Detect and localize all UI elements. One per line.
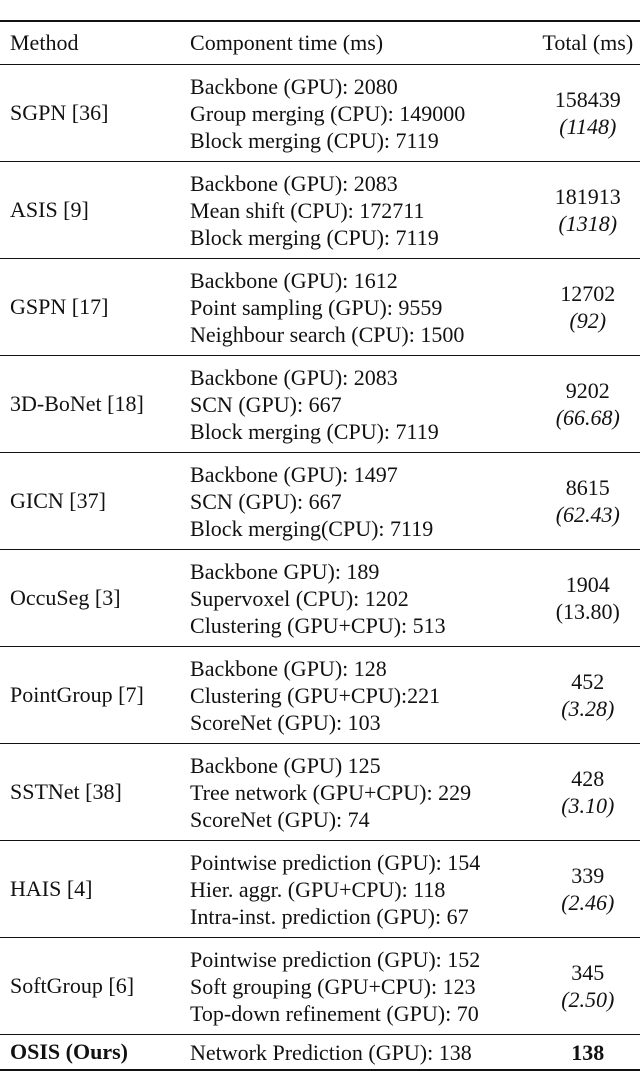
total-time: [536, 356, 640, 453]
timing-comparison-table: [0, 20, 640, 1071]
component-line: Intra-inst. prediction (GPU): 67: [190, 903, 469, 929]
component-times: [178, 938, 536, 1035]
table-row: [0, 647, 640, 744]
relative-factor: (92): [569, 308, 607, 333]
component-line: ScoreNet (GPU): 103: [190, 709, 381, 735]
method-name: OccuSeg [3]: [10, 585, 121, 610]
component-line: Soft grouping (GPU+CPU): 123: [190, 973, 476, 999]
relative-factor: (1148): [559, 114, 617, 139]
component-line: Clustering (GPU+CPU): 513: [190, 612, 446, 638]
relative-factor: (2.46): [561, 890, 615, 915]
component-line: Group merging (CPU): 149000: [190, 100, 466, 126]
table-row: [0, 550, 640, 647]
component-line: Backbone (GPU) 125: [190, 752, 381, 778]
component-line: Block merging (CPU): 7119: [190, 224, 439, 250]
component-times: [178, 65, 536, 162]
total-value: 8615: [565, 475, 610, 500]
component-line: Backbone (GPU): 2083: [190, 364, 398, 390]
component-line: Top-down refinement (GPU): 70: [190, 1000, 479, 1026]
component-line: Neighbour search (CPU): 1500: [190, 321, 465, 347]
method-name: 3D-BoNet [18]: [10, 391, 144, 416]
total-value: 1904: [565, 572, 610, 597]
method-name: GSPN [17]: [10, 294, 109, 319]
cropped-caption-edge: [0, 0, 640, 10]
component-times: [178, 841, 536, 938]
table-row: [0, 938, 640, 1035]
component-line: ScoreNet (GPU): 74: [190, 806, 370, 832]
total-value: 138: [571, 1039, 605, 1065]
component-times: [178, 744, 536, 841]
method-name: SSTNet [38]: [10, 779, 122, 804]
total-value: 428: [571, 766, 605, 791]
component-line: Backbone (GPU): 1497: [190, 461, 398, 487]
component-line: SCN (GPU): 667: [190, 391, 342, 417]
component-line: Mean shift (CPU): 172711: [190, 197, 425, 223]
method-name: OSIS (Ours): [10, 1039, 128, 1064]
method-name: SGPN [36]: [10, 100, 109, 125]
total-time: [536, 259, 640, 356]
component-line: Tree network (GPU+CPU): 229: [190, 779, 472, 805]
total-time: [536, 453, 640, 550]
header-total-time: Total (ms): [542, 30, 634, 55]
relative-factor: (2.50): [561, 987, 615, 1012]
total-time: [536, 1035, 640, 1071]
total-value: 9202: [565, 378, 610, 403]
component-times: [178, 550, 536, 647]
total-time: [536, 841, 640, 938]
component-line: Backbone (GPU): 128: [190, 655, 387, 681]
total-time: [536, 162, 640, 259]
component-times: [178, 259, 536, 356]
method-name: HAIS [4]: [10, 876, 93, 901]
component-line: Hier. aggr. (GPU+CPU): 118: [190, 876, 446, 902]
component-times: [178, 356, 536, 453]
component-line: Backbone GPU): 189: [190, 558, 380, 584]
relative-factor: (62.43): [555, 502, 620, 527]
component-line: Block merging (CPU): 7119: [190, 127, 439, 153]
component-line: SCN (GPU): 667: [190, 488, 342, 514]
table-row: [0, 841, 640, 938]
component-line: Pointwise prediction (GPU): 154: [190, 849, 481, 875]
component-line: Pointwise prediction (GPU): 152: [190, 946, 481, 972]
table-row: [0, 453, 640, 550]
method-name: ASIS [9]: [10, 197, 89, 222]
table-row: [0, 65, 640, 162]
total-time: [536, 647, 640, 744]
total-time: [536, 938, 640, 1035]
total-value: 158439: [554, 87, 621, 112]
relative-factor: (3.10): [561, 793, 615, 818]
total-time: [536, 65, 640, 162]
component-times: [178, 647, 536, 744]
component-line: Backbone (GPU): 1612: [190, 267, 398, 293]
total-time: [536, 550, 640, 647]
component-line: Point sampling (GPU): 9559: [190, 294, 443, 320]
relative-factor: (3.28): [561, 696, 615, 721]
table-row: [0, 744, 640, 841]
total-value: 345: [571, 960, 605, 985]
total-value: 452: [571, 669, 605, 694]
method-name: GICN [37]: [10, 488, 106, 513]
table-row: [0, 356, 640, 453]
relative-factor: (1318): [558, 211, 618, 236]
header-component-time: Component time (ms): [190, 30, 384, 55]
method-name: SoftGroup [6]: [10, 973, 135, 998]
component-line: Clustering (GPU+CPU):221: [190, 682, 441, 708]
component-line: Backbone (GPU): 2080: [190, 73, 398, 99]
component-times: [178, 162, 536, 259]
table-row: [0, 162, 640, 259]
component-line: Backbone (GPU): 2083: [190, 170, 398, 196]
component-line: Block merging(CPU): 7119: [190, 515, 434, 541]
total-time: [536, 744, 640, 841]
component-times: [178, 1035, 536, 1071]
component-times: [178, 453, 536, 550]
table-header-row: [0, 21, 640, 65]
relative-factor: (13.80): [555, 599, 620, 624]
total-value: 339: [571, 863, 605, 888]
total-value: 181913: [554, 184, 621, 209]
component-line: Network Prediction (GPU): 138: [190, 1039, 472, 1065]
table-row: [0, 259, 640, 356]
component-line: Supervoxel (CPU): 1202: [190, 585, 409, 611]
component-line: Block merging (CPU): 7119: [190, 418, 439, 444]
method-name: PointGroup [7]: [10, 682, 144, 707]
relative-factor: (66.68): [555, 405, 620, 430]
table-row-ours: [0, 1035, 640, 1071]
total-value: 12702: [560, 281, 616, 306]
header-method: Method: [10, 30, 79, 55]
